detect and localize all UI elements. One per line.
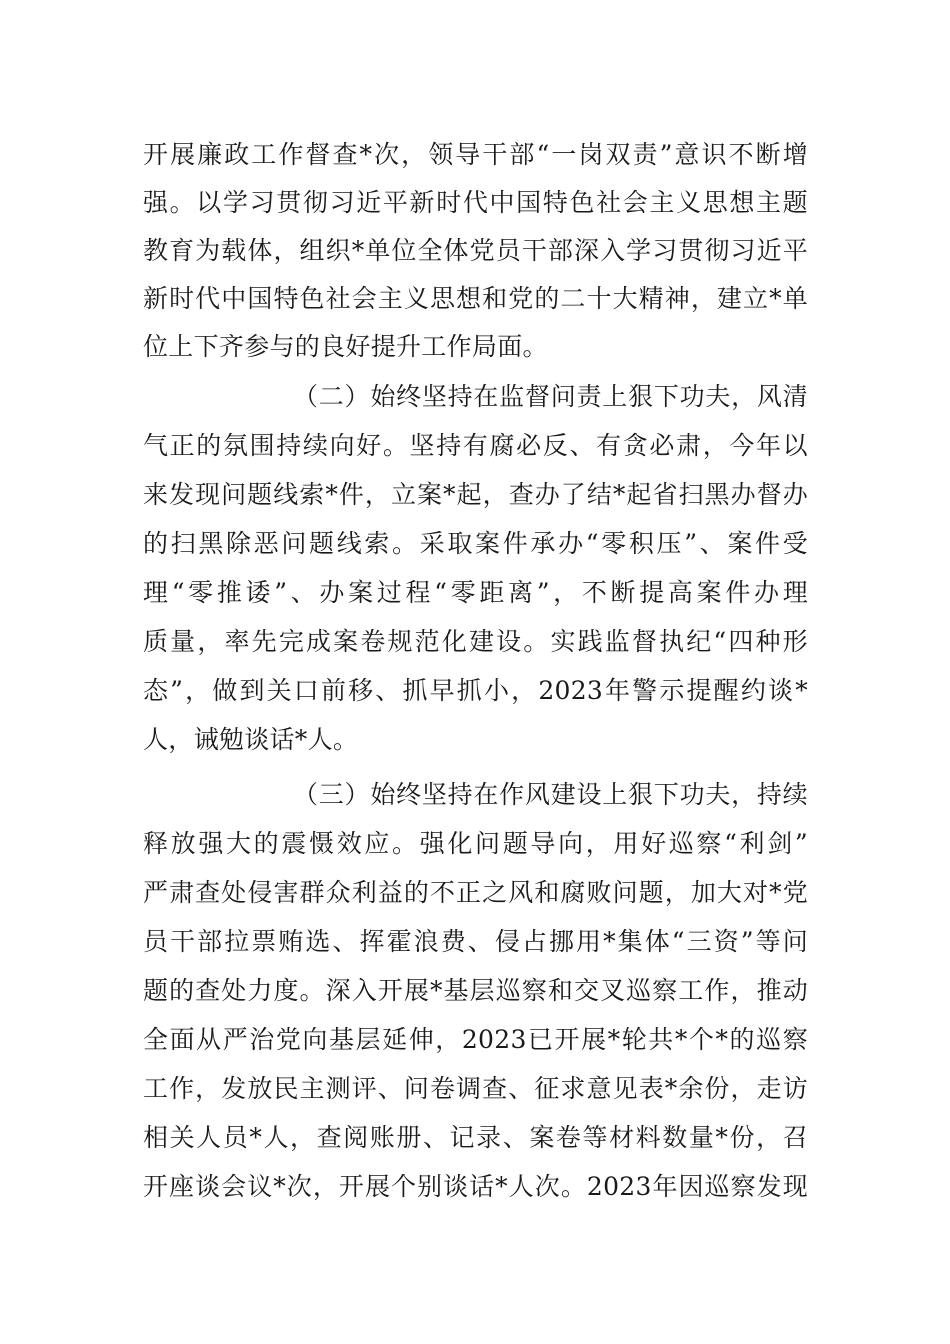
paragraph-line: 工作，发放民主测评、问卷调查、征求意见表*余份，走访 [143,1074,808,1103]
paragraph-line: 位上下齐参与的良好提升工作局面。 [143,332,548,361]
paragraph-line: 的扫黑除恶问题线索。采取案件承办“零积压”、案件受 [143,529,808,558]
paragraph-line: 来发现问题线索*件，立案*起，查办了结*起省扫黑办督办 [143,480,808,509]
paragraph-line: 教育为载体，组织*单位全体党员干部深入学习贯彻习近平 [143,236,808,265]
paragraph-line: 释放强大的震慑效应。强化问题导向，用好巡察“利剑” [143,829,808,858]
paragraph-line: 开展廉政工作督查*次，领导干部“一岗双责”意识不断增 [143,140,808,169]
paragraph-line: 严肃查处侵害群众利益的不正之风和腐败问题，加大对*党 [143,878,808,907]
paragraph-line: 人，诫勉谈话*人。 [143,725,359,754]
paragraph-line: 员干部拉票贿选、挥霍浪费、侵占挪用*集体“三资”等问 [143,927,808,956]
paragraph-line: 态”，做到关口前移、抓早抓小，2023年警示提醒约谈* [143,676,808,705]
section-heading-line: （二）始终坚持在监督问责上狠下功夫，风清 [293,382,808,411]
paragraph-line: 理“零推诿”、办案过程“零距离”，不断提高案件办理 [143,578,808,607]
paragraph-line: 新时代中国特色社会主义思想和党的二十大精神，建立*单 [143,284,808,313]
paragraph-line: 强。以学习贯彻习近平新时代中国特色社会主义思想主题 [143,188,808,217]
section-heading-line: （三）始终坚持在作风建设上狠下功夫，持续 [293,780,808,809]
paragraph-line: 全面从严治党向基层延伸，2023已开展*轮共*个*的巡察 [143,1025,808,1054]
paragraph-line: 开座谈会议*次，开展个别谈话*人次。2023年因巡察发现 [143,1172,808,1201]
paragraph-line: 质量，率先完成案卷规范化建设。实践监督执纪“四种形 [143,627,808,656]
paragraph-line: 气正的氛围持续向好。坚持有腐必反、有贪必肃，今年以 [143,431,808,460]
paragraph-line: 相关人员*人，查阅账册、记录、案卷等材料数量*份，召 [143,1123,808,1152]
paragraph-line: 题的查处力度。深入开展*基层巡察和交叉巡察工作，推动 [143,976,808,1005]
